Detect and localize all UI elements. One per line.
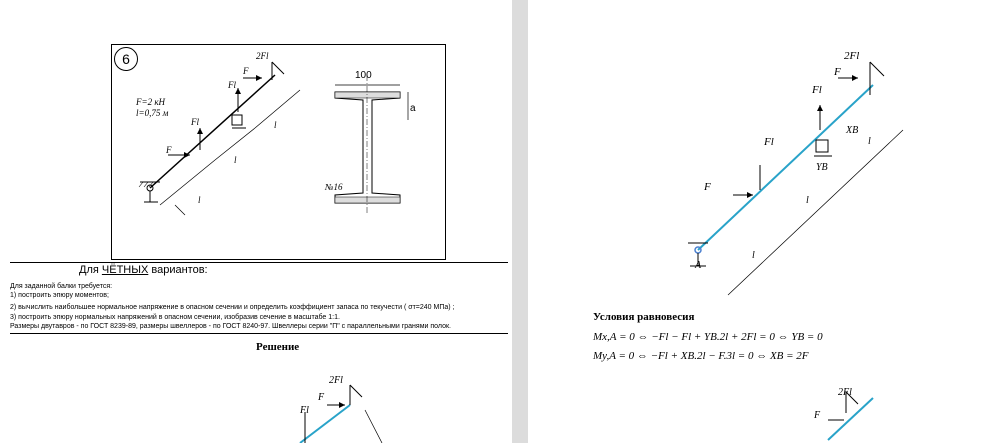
label-span-1: l — [198, 195, 201, 205]
label-force-top: F — [243, 66, 249, 76]
rlabel-span-3: l — [868, 136, 871, 147]
parity-heading-prefix: Для — [79, 264, 102, 276]
rlabel-point-a: A — [695, 260, 702, 271]
rlabel-moment-a: Fl — [812, 84, 822, 96]
variant-number-badge: 6 — [114, 47, 138, 71]
given-length: l=0,75 м — [136, 108, 169, 118]
rlabel-yb: YB — [816, 162, 828, 173]
rlabel-moment-b: Fl — [764, 136, 774, 148]
label-mid-moment: Fl — [228, 80, 236, 90]
bottom-label-moment: 2Fl — [329, 375, 343, 386]
given-force: F=2 кН — [136, 97, 166, 107]
equation-mx: Mx,A = 0 ⇔ −Fl − Fl + YB.2l + 2Fl = 0 ⇔ YB = 0 — [593, 331, 823, 343]
label-lower-moment: Fl — [191, 117, 199, 127]
bottom-label-fl: Fl — [300, 405, 309, 416]
solution-scheme-drawing — [528, 0, 1000, 443]
task-line-4: Размеры двутавров - по ГОСТ 8239-89, размеры швеллеров - по ГОСТ 8240-97. Швеллеры серии "П" с параллельными гранями полок. — [10, 323, 451, 330]
parity-heading — [79, 264, 208, 276]
equilibrium-title: Условия равновесия — [593, 311, 695, 323]
label-top-moment: 2Fl — [256, 51, 269, 61]
label-force-lower: F — [166, 145, 172, 155]
right-document-page — [528, 0, 1000, 443]
task-divider-top — [10, 262, 508, 263]
task-line-2: 2) вычислить наибольшее нормальное напряжение в опасном сечении и определить коэффициент запаса по текучести ( σт=240 МПа) ; — [10, 304, 455, 311]
section-width-label: 100 — [355, 70, 372, 81]
task-divider-bottom — [10, 333, 508, 334]
rbottom-label-force: F — [814, 410, 821, 421]
rlabel-force-top: F — [834, 66, 841, 78]
bottom-label-force: F — [318, 392, 325, 403]
label-span-2: l — [234, 155, 237, 165]
rlabel-xb: XB — [846, 125, 859, 136]
solution-title: Решение — [256, 341, 300, 353]
rlabel-top-moment: 2Fl — [844, 50, 860, 62]
parity-heading-suffix: вариантов: — [148, 264, 208, 276]
section-profile-label: №16 — [325, 182, 343, 192]
task-line-1: 1) построить эпюру моментов; — [10, 292, 109, 299]
section-dim-label: a — [410, 103, 416, 114]
rlabel-force-mid: F — [704, 181, 711, 193]
task-line-0: Для заданной балки требуется: — [10, 283, 113, 290]
parity-heading-accent: ЧЁТНЫХ — [101, 264, 149, 276]
label-span-3: l — [274, 120, 277, 130]
rlabel-span-2: l — [806, 195, 809, 206]
rlabel-span-1: l — [752, 250, 755, 261]
task-line-3: 3) построить эпюру нормальных напряжений в опасном сечении, изобразив сечение в масштабе 1:1. — [10, 314, 340, 321]
rbottom-label-moment: 2Fl — [838, 387, 852, 398]
equation-my: My,A = 0 ⇔ −Fl + XB.2l − F.3l = 0 ⇔ XB = 2F — [593, 350, 809, 362]
